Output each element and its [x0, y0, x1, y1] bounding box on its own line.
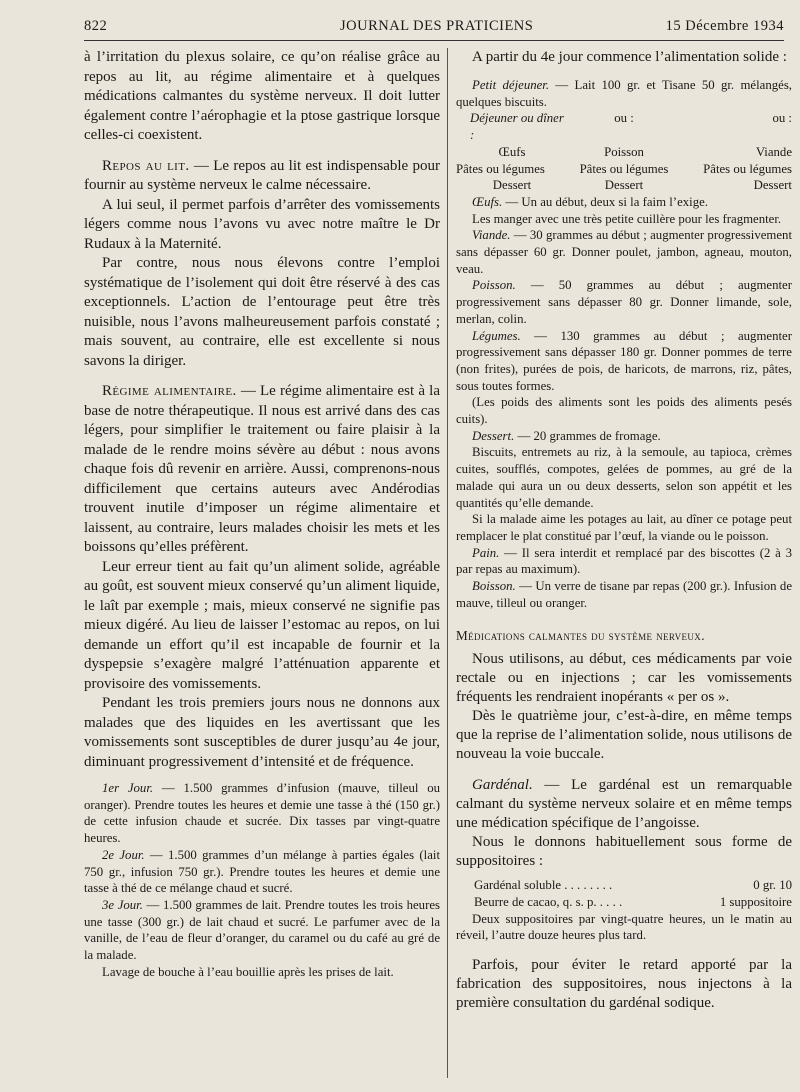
menu-cell: Poisson: [604, 144, 644, 159]
food-poisson: [456, 277, 792, 327]
paragraph: Pendant les trois premiers jours nous ne donnons aux malades que des liquides en les avertissant que les vomissements sont susceptibles de durer jusqu’au 4e jour, diminuant progressivement d’intensité et de fréquence.: [84, 695, 440, 770]
menu-cell: Dessert: [753, 178, 792, 193]
food-label: Dessert.: [472, 428, 515, 443]
menu-cell: Pâtes ou légumes: [456, 161, 545, 176]
day-text: — 1.500 grammes d’un mélange à parties égales (lait 750 gr., infusion 750 gr.). Prendre toutes les heures et demie une tasse à thé de ce mélange chaud et sucré.: [84, 847, 440, 896]
day-label: 2e Jour.: [102, 847, 145, 862]
menu-cell: Dessert: [492, 178, 532, 193]
potages-note: Si la malade aime les potages au lait, au dîner ce potage peut remplacer le plat constitué par l’œuf, la viande ou le poisson.: [456, 512, 792, 543]
formula-row: [456, 877, 792, 894]
drug-label: Gardénal.: [472, 777, 533, 794]
section-heading: Régime alimentaire.: [102, 383, 237, 399]
day-3-instruction: [84, 897, 440, 964]
desserts-list: Biscuits, entremets au riz, à la semoule, au tapioca, crèmes cuites, soufflés, compotes, gelées de pommes, au gré de la malade qui aura un ou deux desserts, selon son appétit et les quantités qu’elle demande.: [456, 445, 792, 510]
section-text: — Le repos au lit est indispensable pour fournir au système nerveux le calme nécessaire.: [84, 157, 440, 193]
food-viande: [456, 227, 792, 277]
menu-header: Déjeuner ou dîner :: [470, 111, 564, 143]
paragraph: à l’irritation du plexus solaire, ce qu’on réalise grâce au repos au lit, au régime alimentaire et à quelques médications calmantes du système nerveux. Il doit lutter également contre l’aérophagie et la ptose gastrique lorsque celles-ci coexistent.: [84, 49, 440, 143]
meal-text: — Lait 100 gr. et Tisane 50 gr. mélangés, quelques biscuits.: [456, 78, 792, 109]
section-repos: [84, 157, 440, 196]
lavage-note: Lavage de bouche à l’eau bouillie après les prises de lait.: [102, 964, 394, 979]
day-text: — 1.500 grammes d’infusion (mauve, tilleul ou oranger). Prendre toutes les heures et demie une tasse à thé (150 gr.) de cette infusion chaude et sucrée. Dix tasses par vingt-quatre heures.: [84, 781, 440, 846]
paragraph: Nous le donnons habituellement sous forme de suppositoires :: [456, 834, 792, 870]
day-label: 1er Jour.: [102, 781, 154, 795]
food-text: — Un au début, deux si la faim l’exige.: [502, 194, 708, 209]
journal-title: JOURNAL DES PRATICIENS: [340, 18, 534, 34]
food-text: — 20 grammes de fromage.: [514, 428, 661, 443]
food-text: — 50 grammes au début ; augmenter progressivement sans dépasser 80 gr. Donner limande, sole, merlan, colin.: [456, 278, 792, 326]
food-label: Viande.: [472, 228, 511, 243]
menu-cell: Viande: [755, 144, 792, 159]
food-note: Les manger avec une très petite cuillère pour les fragmenter.: [472, 211, 782, 226]
paragraph: A partir du 4e jour commence l’alimentation solide :: [472, 49, 787, 65]
food-label: Poisson.: [472, 278, 516, 293]
food-text: — Un verre de tisane par repas (200 gr.). Infusion de mauve, tilleul ou oranger.: [456, 579, 792, 610]
formula-item: Gardénal soluble . . . . . . . .: [474, 878, 613, 893]
weights-note: (Les poids des aliments sont les poids des aliments pesés cuits).: [456, 395, 792, 427]
formula-note: Deux suppositoires par vingt-quatre heures, un le matin au réveil, l’autre douze heures plus tard.: [456, 911, 792, 943]
food-label: Œufs.: [472, 194, 503, 209]
food-text: — Il sera interdit et remplacé par des biscottes (2 à 3 par repas au maximum).: [456, 545, 792, 577]
formula-row: [456, 894, 792, 911]
menu-header: ou :: [772, 111, 792, 126]
paragraph: Par contre, nous nous élevons contre l’emploi systématique de l’isolement qui doit être réservé à des cas exceptionnels. L’action de l’entourage peut être très nuisible, nous l’avons malheureusement parfois constaté ; mais souvent, au contraire, elle est excellente si nous savons la diriger.: [84, 255, 440, 369]
menu-cell: Pâtes ou légumes: [703, 161, 792, 176]
day-label: 3e Jour.: [102, 897, 143, 912]
gardenal-paragraph: [456, 776, 792, 833]
paragraph: Dès le quatrième jour, c’est-à-dire, en même temps que la reprise de l’alimentation solide, nous utilisons de nouveau la voie buccale.: [456, 708, 792, 763]
left-column: [84, 48, 440, 1083]
formula-qty: 1 suppositoire: [719, 894, 792, 909]
food-label: Légumes.: [472, 328, 521, 343]
menu-header: ou :: [614, 111, 634, 126]
page-header: [84, 14, 784, 41]
day-1-instruction: [84, 780, 440, 847]
prescription-formula: [456, 877, 792, 944]
menu-cell: Dessert: [604, 178, 644, 193]
menu-table: [456, 110, 792, 194]
day-text: — 1.500 grammes de lait. Prendre toutes les trois heures une tasse (300 gr.) de lait chaud et sucré. Le parfumer avec de la vanille, de l’eau de fleur d’oranger, du caramel ou du café au gré de la malade.: [84, 897, 440, 963]
section-heading: Repos au lit.: [102, 157, 190, 174]
section-regime: [84, 382, 440, 558]
paragraph: A lui seul, il permet parfois d’arrêter des vomissements légers comme nous l’avons vu avec notre maître le Dr Rudaux à la Maternité.: [84, 196, 440, 252]
column-divider: [447, 48, 448, 1078]
formula-qty: 0 gr. 10: [753, 878, 792, 893]
food-oeufs: [456, 194, 792, 211]
food-text: — 130 grammes au début ; augmenter progressivement sans dépasser 180 gr. Donner pommes de terre (non frites), purées de pois, de haricots, de marrons, riz, pâtes, sous toutes formes.: [456, 328, 792, 393]
food-label: Boisson.: [472, 579, 516, 594]
food-text: — 30 grammes au début ; augmenter progressivement sans dépasser 60 gr. Donner poulet, jambon, agneau, mouton, veau.: [456, 228, 792, 276]
meal-label: Petit déjeuner.: [472, 78, 550, 92]
section-heading: Médications calmantes du système nerveux.: [456, 627, 705, 643]
menu-cell: Pâtes ou légumes: [579, 161, 669, 176]
page-number: 822: [84, 18, 108, 34]
section-text: — Le régime alimentaire est à la base de notre thérapeutique. Il nous est arrivé dans des cas légers, pour simplifier le traitement ou faire plaisir à la malade de le rendre moins sévère au début : nous avons chaque fois dû revenir en arrière. Aussi, comprenons-nous difficilement que certains auteurs avec Andérodias trouvent inutile d’imposer un régime alimentaire et laissent, au contraire, leurs malades choisir les mets et les boissons qu’elles préfèrent.: [84, 383, 440, 555]
paragraph: Nous utilisons, au début, ces médicaments par voie rectale ou en injections ; car les vomissements fréquents les rendraient inopérants « per os ».: [456, 651, 792, 706]
drug-text: — Le gardénal est un remarquable calmant du système nerveux solaire et en même temps une médication spécifique de l’angoisse.: [456, 777, 792, 832]
food-dessert: [456, 428, 792, 445]
paragraph: Parfois, pour éviter le retard apporté par la fabrication des suppositoires, nous injectons à la première consultation du gardénal sodique.: [456, 957, 792, 1012]
petit-dejeuner: [456, 77, 792, 110]
issue-date: 15 Décembre 1934: [665, 18, 784, 34]
food-label: Pain.: [472, 545, 500, 560]
food-boisson: [456, 578, 792, 611]
food-pain: [456, 545, 792, 578]
food-legumes: [456, 328, 792, 395]
formula-item: Beurre de cacao, q. s. p. . . . .: [474, 894, 623, 909]
paragraph: Leur erreur tient au fait qu’un aliment solide, agréable au goût, est souvent mieux conservé qu’un aliment liquide, le laît par exemple ; mais, mieux conservé ne signifie pas mieux digéré. Au lieu de laisser l’estomac au repos, on lui demande un effort qu’il est incapable de fournir et la dyspepsie s’exagère malgré l’atténuation apparente et provisoire des vomissements.: [84, 558, 440, 692]
right-column: [456, 48, 792, 1083]
day-2-instruction: [84, 847, 440, 897]
menu-cell: Œufs: [498, 144, 526, 159]
